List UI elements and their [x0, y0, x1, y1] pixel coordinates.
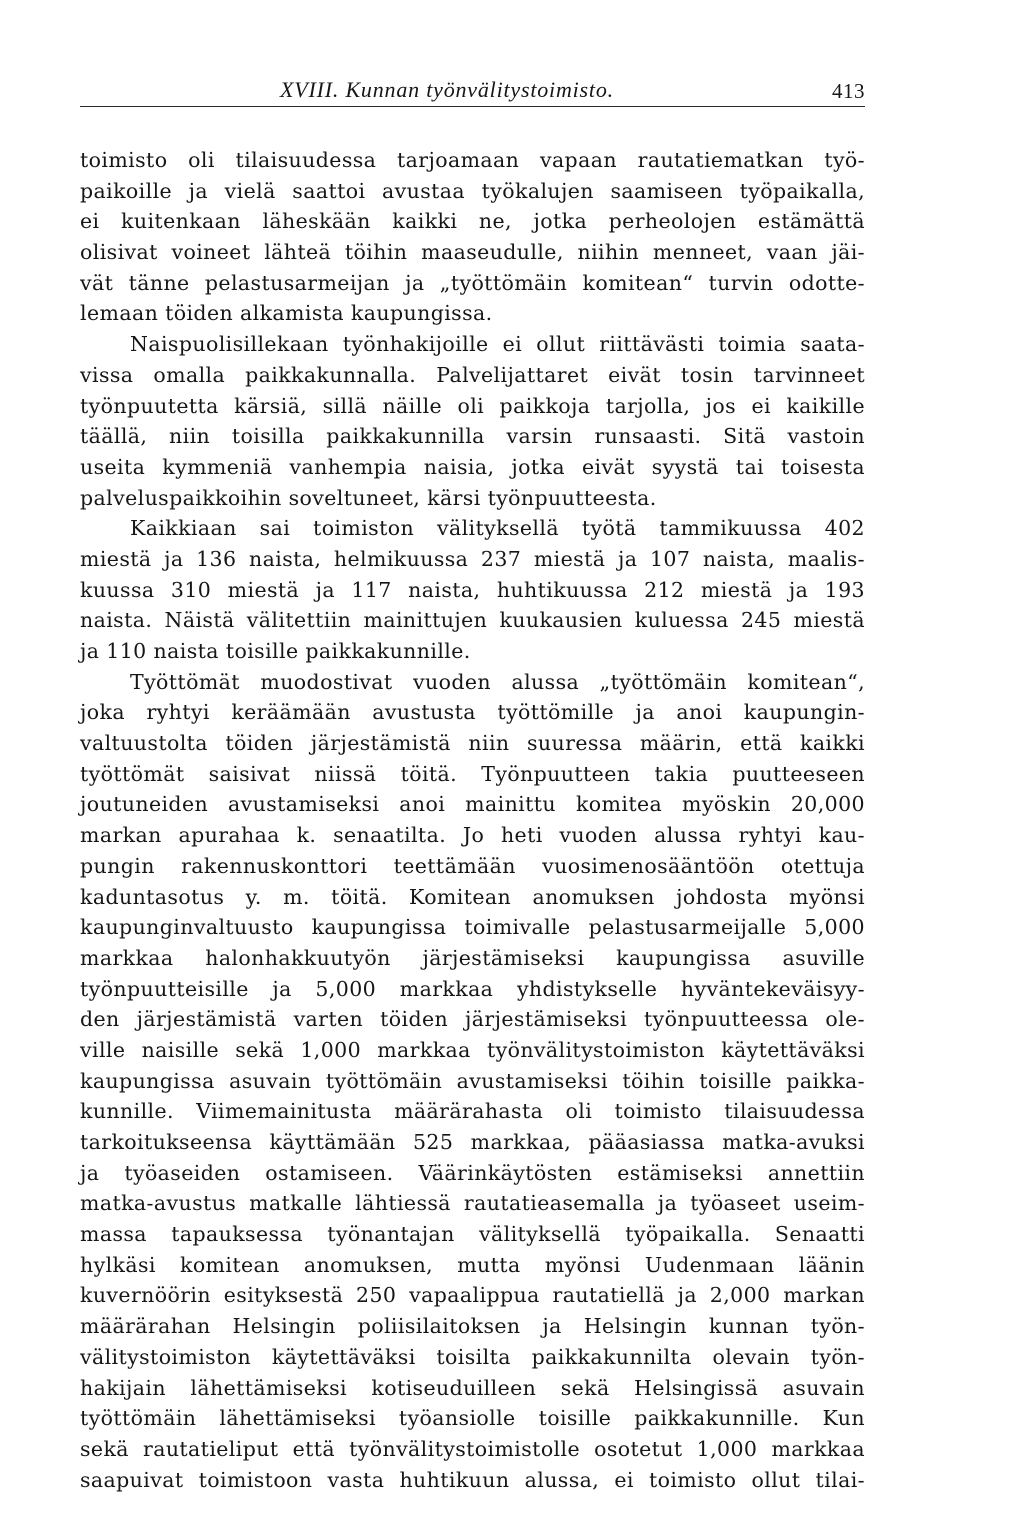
- text-line: kuussa 310 miestä ja 117 naista, huhtikuussa 212 miestä ja 193: [80, 577, 865, 602]
- text-line: täällä, niin toisilla paikkakunnilla varsin runsaasti. Sitä vastoin: [80, 424, 865, 449]
- paragraph: [80, 667, 865, 1496]
- text-line: Työttömät muodostivat vuoden alussa „työttömäin komitean“,: [130, 669, 865, 694]
- text-line: vissa omalla paikkakunnalla. Palvelijattaret eivät tosin tarvinneet: [80, 362, 865, 387]
- text-line: naista. Näistä välitettiin mainittujen kuukausien kuluessa 245 miestä: [80, 608, 865, 633]
- text-line: matka-avustus matkalle lähtiessä rautatieasemalla ja työaseet useim-: [80, 1191, 865, 1216]
- text-line: vät tänne pelastusarmeijan ja „työttömäin komitean“ turvin odotte-: [80, 270, 865, 295]
- paragraph: [80, 513, 865, 666]
- text-line: Naispuolisillekaan työnhakijoille ei ollut riittävästi toimia saata-: [130, 332, 865, 357]
- text-line: joutuneiden avustamiseksi anoi mainittu komitea myöskin 20,000: [80, 792, 865, 817]
- text-line: työnpuutetta kärsiä, sillä näille oli paikkoja tarjolla, jos ei kaikille: [80, 393, 865, 418]
- text-line: ei kuitenkaan läheskään kaikki ne, jotka perheolojen estämättä: [80, 209, 865, 234]
- text-line: työnpuutteisille ja 5,000 markkaa yhdistykselle hyväntekeväisyy-: [80, 976, 865, 1001]
- text-line: lemaan töiden alkamista kaupungissa.: [80, 301, 493, 326]
- chapter-title: XVIII. Kunnan työnvälitystoimisto.: [280, 77, 614, 102]
- text-line: markan apurahaa k. senaatilta. Jo heti vuoden alussa ryhtyi kau-: [80, 823, 865, 848]
- running-header: [80, 76, 865, 107]
- text-line: miestä ja 136 naista, helmikuussa 237 miestä ja 107 naista, maalis-: [80, 546, 865, 571]
- text-line: työttömät saisivat niissä töitä. Työnpuutteen takia puutteeseen: [80, 761, 865, 786]
- text-line: toimisto oli tilaisuudessa tarjoamaan vapaan rautatiematkan työ-: [80, 148, 865, 172]
- text-line: hylkäsi komitean anomuksen, mutta myönsi Uudenmaan läänin: [80, 1252, 865, 1277]
- text-line: kunnille. Viimemainitusta määrärahasta oli toimisto tilaisuudessa: [80, 1099, 865, 1124]
- text-line: palveluspaikkoihin soveltuneet, kärsi työnpuutteesta.: [80, 485, 657, 510]
- text-line: kaupunginvaltuusto kaupungissa toimivalle pelastusarmeijalle 5,000: [80, 915, 865, 940]
- text-line: markkaa halonhakkuutyön järjestämiseksi kaupungissa asuville: [80, 945, 865, 970]
- text-line: hakijain lähettämiseksi kotiseuduilleen sekä Helsingissä asuvain: [80, 1375, 865, 1400]
- text-line: valtuustolta töiden järjestämistä niin suuressa määrin, että kaikki: [80, 731, 865, 756]
- text-line: välitystoimiston käytettäväksi toisilta paikkakunnilta olevain työn-: [80, 1344, 865, 1369]
- text-line: joka ryhtyi keräämään avustusta työttömille ja anoi kaupungin-: [80, 700, 865, 725]
- text-line: ja työaseiden ostamiseen. Väärinkäytösten estämiseksi annettiin: [80, 1160, 865, 1185]
- text-line: ja 110 naista toisille paikkakunnille.: [80, 639, 471, 663]
- text-line: sekä rautatieliput että työnvälitystoimistolle osotetut 1,000 markkaa: [80, 1436, 865, 1461]
- text-line: Kaikkiaan sai toimiston välityksellä työtä tammikuussa 402: [130, 516, 865, 541]
- text-line: saapuivat toimistoon vasta huhtikuun alussa, ei toimisto ollut tilai-: [80, 1467, 865, 1492]
- paragraph: [80, 329, 865, 513]
- text-line: massa tapauksessa työnantajan välityksellä työpaikalla. Senaatti: [80, 1222, 865, 1247]
- text-line: paikoille ja vielä saattoi avustaa työkalujen saamiseen työpaikalla,: [80, 178, 865, 203]
- text-line: määrärahan Helsingin poliisilaitoksen ja Helsingin kunnan työn-: [80, 1314, 865, 1339]
- paragraph: [80, 145, 865, 329]
- text-line: kaduntasotus y. m. töitä. Komitean anomuksen johdosta myönsi: [80, 884, 865, 909]
- text-line: kuvernöörin esityksestä 250 vapaalippua rautatiellä ja 2,000 markan: [80, 1283, 865, 1308]
- text-line: den järjestämistä varten töiden järjestämiseksi työnpuutteessa ole-: [80, 1007, 865, 1032]
- text-line: olisivat voineet lähteä töihin maaseudulle, niihin menneet, vaan jäi-: [80, 240, 865, 265]
- text-line: tarkoitukseensa käyttämään 525 markkaa, pääasiassa matka-avuksi: [80, 1130, 865, 1154]
- text-line: pungin rakennuskonttori teettämään vuosimenosääntöön otettuja: [80, 853, 865, 878]
- text-line: työttömäin lähettämiseksi työansiolle toisille paikkakunnille. Kun: [80, 1406, 865, 1431]
- text-line: ville naisille sekä 1,000 markkaa työnvälitystoimiston käytettäväksi: [80, 1037, 865, 1062]
- text-line: useita kymmeniä vanhempia naisia, jotka eivät syystä tai toisesta: [80, 454, 865, 479]
- page-number: 413: [832, 79, 865, 103]
- text-line: kaupungissa asuvain työttömäin avustamiseksi töihin toisille paikka-: [80, 1068, 865, 1093]
- body-text: [80, 145, 865, 1495]
